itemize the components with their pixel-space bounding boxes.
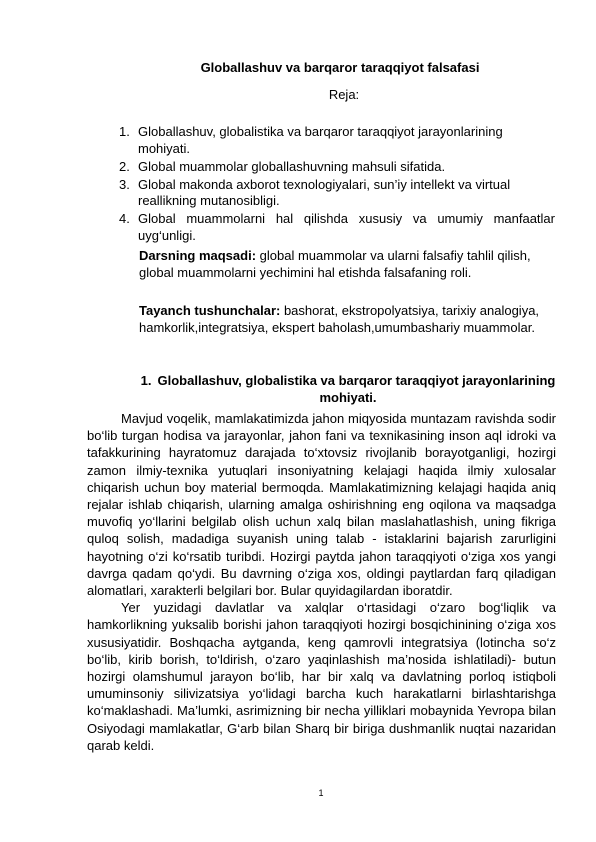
plan-heading: Reja: bbox=[328, 87, 360, 102]
plan-item-number: 2. bbox=[119, 158, 130, 174]
lesson-goal-label: Darsning maqsadi: bbox=[139, 248, 257, 263]
plan-list bbox=[119, 124, 555, 246]
plan-item bbox=[119, 124, 555, 157]
plan-item-text: Global makonda axborot texnologiyalari, sun’iy intellekt va virtual reallikning mutanosibligi. bbox=[138, 176, 511, 208]
plan-item bbox=[119, 211, 555, 244]
plan-item-text: Global muammolarni hal qilishda xususiy va umumiy manfaatlar uyg‘unligi. bbox=[138, 211, 555, 243]
lesson-goal bbox=[139, 248, 555, 281]
plan-item bbox=[119, 177, 555, 210]
body-text bbox=[87, 410, 556, 754]
plan-item-text: Globallashuv, globalistika va barqaror taraqqiyot jarayonlarining mohiyati. bbox=[138, 124, 503, 156]
key-concepts-text: bashorat, ekstropolyatsiya, tarixiy analogiya, hamkorlik,integratsiya, ekspert baholash,umumbashariy muammolar. bbox=[139, 303, 540, 335]
plan-item-number: 4. bbox=[119, 211, 130, 226]
paragraph: Mavjud voqelik, mamlakatimizda jahon miqyosida muntazam ravishda sodir bo‘lib turgan hodisa va jarayonlar, jahon fani va texnikasining inson aql idroki va tafakkurining hayratomuz darajada to‘xtovsiz rivojlanib borayotganligi, hozirgi zamon ilmiy-texnika yutuqlari insoniyatning kelajagi haqida ilmiy xulosalar chiqarish uchun boy material bermoqda. Mamlakatimizning kelajagi haqida aniq rejalar ishlab chiqarish, ularning amalga oshirishning eng oqilona va maqsadga muvofiq yo‘llarini belgilab olish uchun xalq bilan maslahatlashish, uning fikriga quloq solish, madadiga suyanish uning talab - istaklarini bajarish zarurligini hayotning o‘zi ko‘rsatib turibdi. Hozirgi paytda jahon taraqqiyoti o‘ziga xos yangi davrga qadam qo‘ydi. Bu davrning o‘ziga xos, oldingi paytlardan farq qiladigan alomatlari, xarakterli belgilari bor. Bular quyidagilardan iboratdir. bbox=[87, 411, 556, 599]
plan-item-number: 1. bbox=[119, 124, 130, 139]
section-heading bbox=[140, 372, 556, 406]
paragraph: Yer yuzidagi davlatlar va xalqlar o‘rtasidagi o‘zaro bog‘liqlik va hamkorlikning yuksalib borishi jahon taraqqiyoti hozirgi bosqichinining o‘ziga xos xususiyatidir. Boshqacha aytganda, keng qamrovli integratsiya (lotincha so‘z bo‘lib, kirib borish, to‘ldirish, o‘zaro yaqinlashish ma’nosida ishlatiladi)- butun hozirgi olamshumul jarayon bo‘lib, har bir xalq va davlatning porloq istiqboli umuminsoniy silivizatsiya yo‘lidagi barcha kuch harakatlarni birlashtarishga ko‘maklashadi. Ma’lumki, asrimizning bir necha yilliklari mobaynida Yevropa bilan Osiyodagi mamlakatlar, G‘arb bilan Sharq bir biriga dushmanlik nuqtai nazaridan qarab keldi. bbox=[87, 600, 556, 753]
plan-item-number: 3. bbox=[119, 176, 130, 192]
section-title: Globallashuv, globalistika va barqaror taraqqiyot jarayonlarining mohiyati. bbox=[157, 373, 556, 405]
page-number: 1 bbox=[318, 788, 324, 798]
section-number: 1. bbox=[140, 373, 152, 388]
key-concepts-label: Tayanch tushunchalar: bbox=[139, 303, 281, 318]
lesson-goal-text: global muammolar va ularni falsafiy tahlil qilish, global muammolarni yechimini hal etishda falsafaning roli. bbox=[139, 248, 531, 280]
plan-item-text: Global muammolar globallashuvning mahsuli sifatida. bbox=[138, 158, 446, 174]
document-title: Globallashuv va barqaror taraqqiyot falsafasi bbox=[200, 60, 480, 75]
plan-item bbox=[119, 159, 555, 176]
key-concepts bbox=[139, 303, 555, 336]
